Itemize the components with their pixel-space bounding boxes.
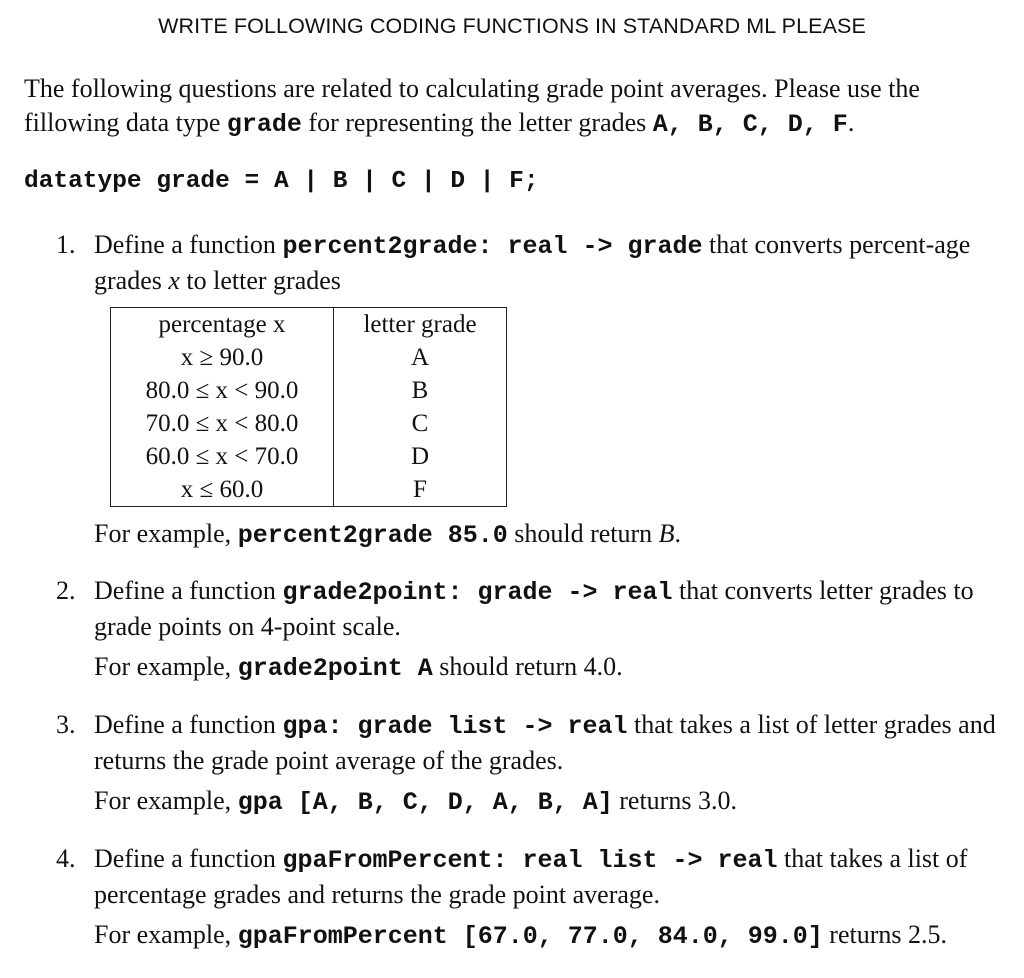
example-text-2: should return 4.0. <box>432 652 623 681</box>
example-code: grade2point A <box>237 654 433 683</box>
question-text: Define a function <box>94 844 283 873</box>
example-text-2: returns 3.0. <box>612 786 737 815</box>
question-text-3: to letter grades <box>179 266 341 295</box>
question-text: Define a function <box>94 576 283 605</box>
question-number: 1. <box>56 230 76 259</box>
example-text: For example, <box>94 652 238 681</box>
table-header-row <box>111 308 507 342</box>
column-header-letter: letter grade <box>363 310 477 338</box>
question-3 <box>56 708 1006 778</box>
table-cell-range: x ≥ 90.0 <box>111 341 334 374</box>
table-cell-range: x ≤ 60.0 <box>111 473 334 507</box>
table-cell-letter: B <box>411 376 429 404</box>
grade-conversion-table <box>110 307 507 507</box>
table-cell-letter: C <box>411 409 429 437</box>
example-result: B <box>658 519 675 548</box>
table-cell-range: 60.0 ≤ x < 70.0 <box>111 440 334 473</box>
question-number: 4. <box>56 844 76 873</box>
example-code: percent2grade 85.0 <box>237 521 508 550</box>
question-text-2: that takes a list of percentage grades and returns the grade point average. <box>94 844 968 909</box>
question-text-2: that takes a list of letter grades and returns the grade point average of the grades. <box>94 710 996 775</box>
function-signature: grade2point: grade -> real <box>282 578 673 607</box>
intro-paragraph <box>24 72 1014 142</box>
page-header: WRITE FOLLOWING CODING FUNCTIONS IN STANDARD ML PLEASE <box>158 14 866 38</box>
example-1 <box>94 519 681 550</box>
table-cell-letter: F <box>413 475 427 503</box>
function-signature: percent2grade: real -> grade <box>282 232 703 261</box>
example-2 <box>94 652 623 683</box>
intro-code: grade <box>226 110 302 139</box>
question-text: Define a function <box>94 230 283 259</box>
table-cell-letter: D <box>410 442 430 470</box>
question-4 <box>56 842 1006 912</box>
example-text-2: returns 2.5. <box>822 920 947 949</box>
intro-text-2: for representing the letter grades <box>301 108 653 137</box>
question-1 <box>56 228 1006 298</box>
function-signature: gpa: grade list -> real <box>282 712 628 741</box>
intro-text: The following questions are related to calculating grade point averages. Please use the fillowing data type <box>24 74 920 137</box>
function-signature: gpaFromPercent: real list -> real <box>282 846 778 875</box>
table-row <box>111 407 507 440</box>
example-period: . <box>674 519 682 548</box>
example-text-2: should return <box>507 519 659 548</box>
datatype-declaration: datatype grade = A | B | C | D | F; <box>24 168 539 195</box>
example-text: For example, <box>94 519 238 548</box>
column-header-percentage: percentage x <box>111 308 334 342</box>
table-cell-letter: A <box>410 343 430 371</box>
table-row <box>111 341 507 374</box>
table-row <box>111 440 507 473</box>
example-4 <box>94 920 947 951</box>
example-code: gpa [A, B, C, D, A, B, A] <box>237 788 613 817</box>
question-2 <box>56 574 1006 644</box>
table-cell-range: 70.0 ≤ x < 80.0 <box>111 407 334 440</box>
example-code: gpaFromPercent [67.0, 77.0, 84.0, 99.0] <box>237 922 823 951</box>
question-text-2: that converts percent-age grades <box>94 230 971 295</box>
question-number: 2. <box>56 576 76 605</box>
question-number: 3. <box>56 710 76 739</box>
example-text: For example, <box>94 920 238 949</box>
variable-x: x <box>168 266 180 295</box>
question-text-2: that converts letter grades to grade points on 4-point scale. <box>94 576 974 641</box>
intro-period: . <box>847 108 855 137</box>
table-row <box>111 374 507 407</box>
example-3 <box>94 786 737 817</box>
question-text: Define a function <box>94 710 283 739</box>
intro-letters: A, B, C, D, F <box>652 110 848 139</box>
table-cell-range: 80.0 ≤ x < 90.0 <box>111 374 334 407</box>
table-row <box>111 473 507 507</box>
example-text: For example, <box>94 786 238 815</box>
